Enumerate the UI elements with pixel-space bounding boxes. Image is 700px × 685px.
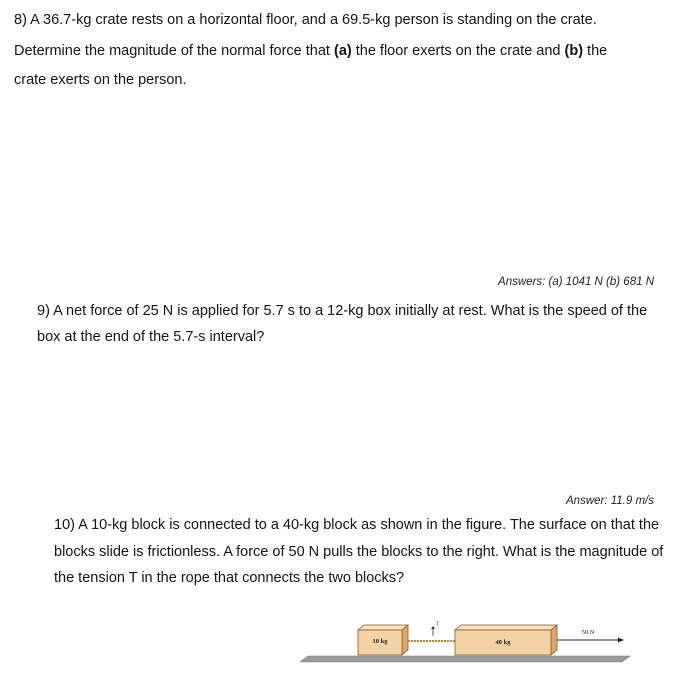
q8-part-a-marker: (a) (333, 43, 352, 59)
q8-line-2 (14, 42, 607, 60)
q10-line-3: the tension T in the rope that connects the two blocks? (54, 570, 405, 586)
q8-line-2-post: the (583, 43, 608, 59)
force-arrow (557, 629, 624, 643)
blocks-figure (300, 608, 640, 668)
force-label: 50 N (581, 629, 595, 636)
q9-answer: Answer: 11.9 m/s (566, 495, 654, 507)
block-large-label: 40 kg (495, 639, 511, 646)
q10-line-2: blocks slide is frictionless. A force of 50 N pulls the blocks to the right. What is the magnitude of (54, 544, 664, 560)
q8-line-2-mid: the floor exerts on the crate and (351, 43, 565, 59)
q9-line-2: box at the end of the 5.7-s interval? (37, 329, 265, 345)
tension-label: T (436, 622, 440, 627)
tension-marker (431, 622, 439, 636)
block-40kg (455, 625, 557, 655)
q8-line-3: crate exerts on the person. (14, 72, 187, 88)
q8-answer: Answers: (a) 1041 N (b) 681 N (498, 276, 654, 288)
block-10kg (358, 625, 408, 655)
q10-line-1: 10) A 10-kg block is connected to a 40-kg block as shown in the figure. The surface on that the (54, 517, 660, 533)
q8-line-2-pre: Determine the magnitude of the normal force that (14, 43, 334, 59)
q9-line-1: 9) A net force of 25 N is applied for 5.7 s to a 12-kg box initially at rest. What is the speed of the (37, 303, 648, 319)
q8-part-b-marker: (b) (564, 43, 584, 59)
block-small-label: 10 kg (372, 638, 388, 645)
q8-line-1: 8) A 36.7-kg crate rests on a horizontal floor, and a 69.5-kg person is standing on the crate. (14, 12, 597, 28)
ground-surface (300, 656, 630, 662)
